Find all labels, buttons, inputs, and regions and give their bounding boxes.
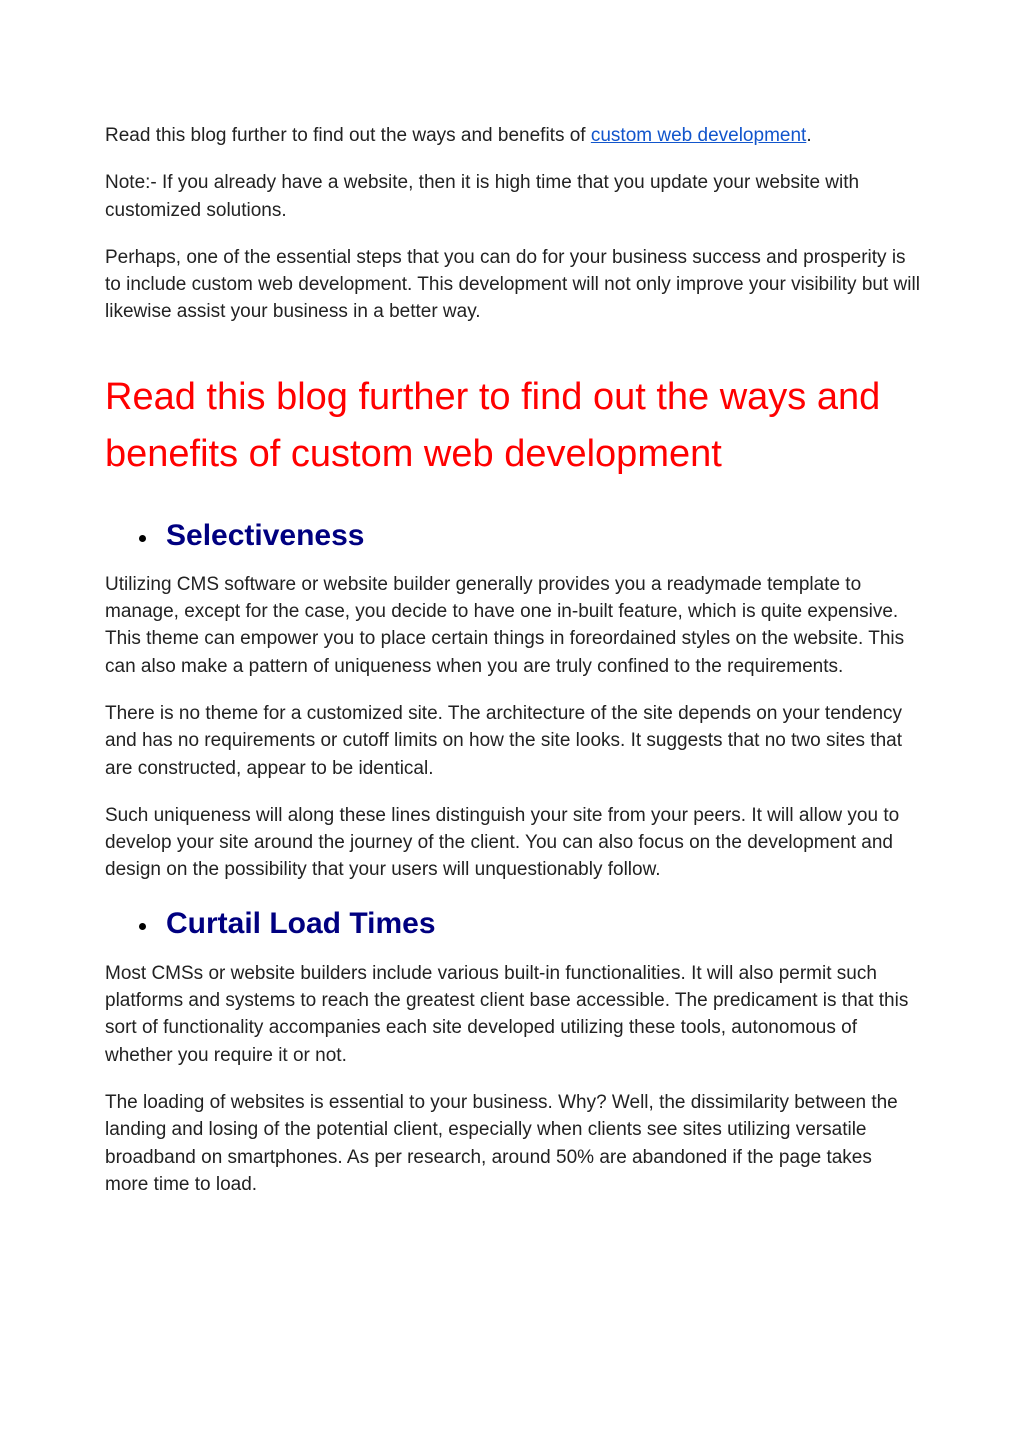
perhaps-paragraph: Perhaps, one of the essential steps that you can do for your business success and prosperity is to include custom web development. This development will not only improve your visibility but will likewise assist your business in a better way.: [105, 246, 920, 323]
section-heading-text: Curtail Load Times: [166, 906, 436, 940]
intro-period: .: [806, 125, 812, 146]
selectiveness-paragraph-2: There is no theme for a customized site. The architecture of the site depends on your tendency and has no requirements or cutoff limits on how the site looks. It suggests that no two sites that are constructed, appear to be identical.: [105, 702, 903, 779]
section-heading-text: Selectiveness: [166, 518, 365, 552]
main-heading: Read this blog further to find out the ways and benefits of custom web development: [105, 375, 881, 475]
bullet-icon: [139, 923, 146, 930]
note-paragraph: Note:- If you already have a website, then it is high time that you update your website with customized solutions.: [105, 172, 860, 221]
section-heading-curtail-load-times: [105, 904, 920, 944]
curtail-paragraph-2: The loading of websites is essential to your business. Why? Well, the dissimilarity between the landing and losing of the potential client, especially when clients see sites utilizing versatile broadband on smartphones. As per research, around 50% are abandoned if the page takes more time to load.: [105, 1091, 898, 1195]
section-heading-selectiveness: [105, 516, 920, 556]
custom-web-development-link[interactable]: custom web development: [590, 125, 807, 146]
intro-text: Read this blog further to find out the ways and benefits of: [105, 125, 591, 146]
bullet-icon: [139, 535, 146, 542]
selectiveness-paragraph-3: Such uniqueness will along these lines distinguish your site from your peers. It will allow you to develop your site around the journey of the client. You can also focus on the development and design on the possibility that your users will unquestionably follow.: [105, 804, 900, 881]
document-page: [105, 122, 920, 1198]
curtail-paragraph-1: Most CMSs or website builders include various built-in functionalities. It will also permit such platforms and systems to reach the greatest client base accessible. The predicament is that this sort of functionality accompanies each site developed utilizing these tools, autonomous of whether you require it or not.: [105, 962, 909, 1066]
intro-paragraph: [105, 122, 920, 149]
selectiveness-paragraph-1: Utilizing CMS software or website builder generally provides you a readymade template to manage, except for the case, you decide to have one in-built feature, which is quite expensive. This theme can empower you to place certain things in foreordained styles on the website. This can also make a pattern of uniqueness when you are truly confined to the requirements.: [105, 573, 905, 677]
